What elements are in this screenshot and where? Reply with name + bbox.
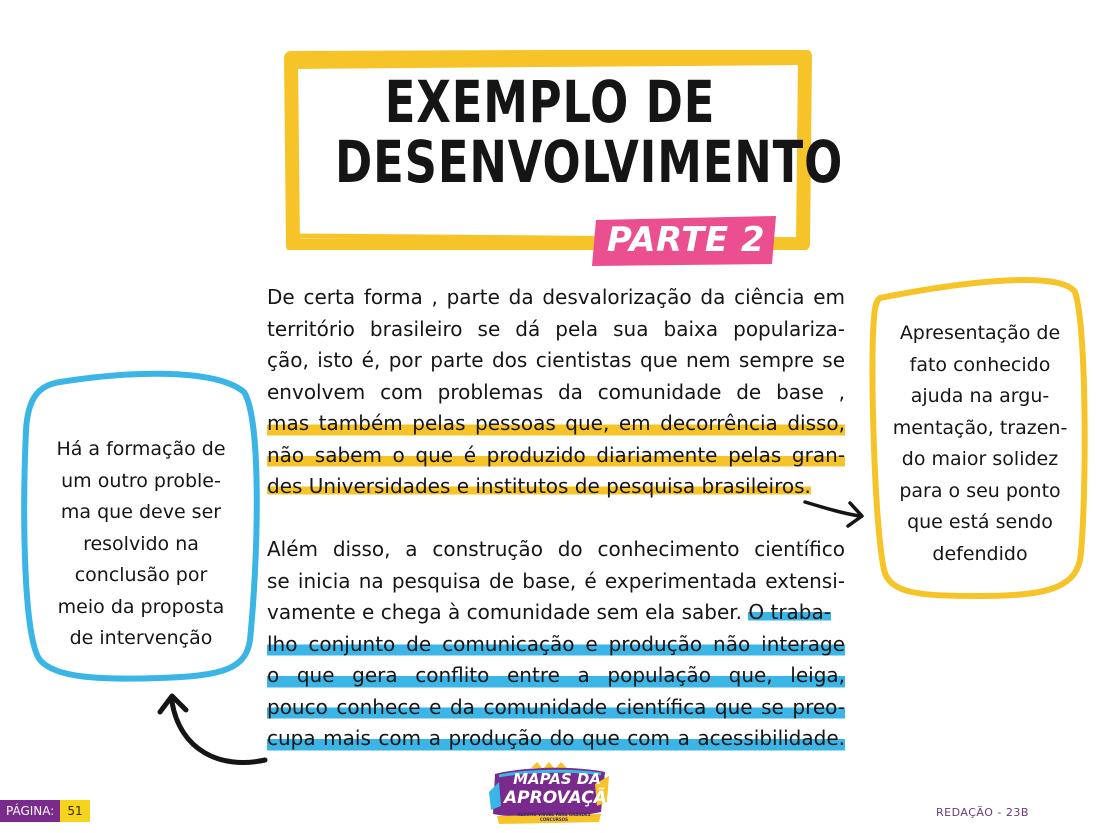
paragraph-1-line: território brasileiro se dá pela sua baixa populariza- (267, 316, 845, 341)
highlighted-line-blue: cupa mais com a produção do que com a acessibilidade. (267, 723, 845, 755)
parte-badge: PARTE 2 (606, 220, 766, 260)
title-line-1: EXEMPLO DE (384, 68, 716, 136)
note-right-line: defendido (932, 542, 1028, 565)
note-right-line: mentação, trazen- (892, 416, 1068, 439)
note-right-line: que está sendo (907, 511, 1053, 533)
highlighted-text-blue: O traba- (748, 600, 831, 624)
note-left-line: um outro proble- (61, 469, 221, 492)
title-line-2: DESENVOLVIMENTO (335, 128, 844, 196)
page-number: 51 (60, 800, 89, 822)
logo-subtitle: RESUMO VISUAL PARA GRANDES CONCURSOS (517, 812, 591, 822)
paragraph-2-line: Além disso, a construção do conhecimento científico (267, 537, 845, 561)
note-right-line: do maior solidez (901, 448, 1059, 470)
note-right-line: para o seu ponto (899, 479, 1061, 502)
section-code: REDAÇÃO - 23B (936, 806, 1029, 819)
highlighted-text-yellow: des Universidades e institutos de pesquisa brasileiros. (267, 474, 811, 498)
page-indicator (0, 800, 90, 822)
highlighted-line-blue: pouco conhece e da comunidade científica que se preo- (267, 692, 845, 724)
logo-text-bottom: APROVAÇÃO (504, 788, 621, 808)
paragraph-1-line: ção, isto é, por parte dos cientistas que nem sempre se (267, 348, 845, 372)
paragraph-1-line: De certa forma , parte da desvalorização da ciência em (267, 285, 845, 309)
note-right-line: Apresentação de (899, 322, 1061, 344)
note-left-line: resolvido na (83, 532, 199, 555)
note-left-line: meio da proposta (57, 595, 225, 618)
logo-text-top: MAPAS DA (513, 770, 601, 788)
highlighted-line-blue: o que gera conflito entre a população que, leiga, (267, 660, 845, 692)
note-right-line: fato conhecido (909, 353, 1051, 376)
paragraph-2-plain-text: vamente e chega à comunidade sem ela saber. (267, 600, 743, 624)
paragraph-1-line: envolvem com problemas da comunidade de base , (267, 379, 845, 404)
note-right-line: ajuda na argu- (910, 385, 1050, 407)
highlighted-line-yellow: não sabem o que é produzido diariamente pelas gran- (267, 440, 845, 472)
highlighted-line-blue: lho conjunto de comunicação e produção não interage (267, 629, 845, 661)
note-right (880, 318, 1080, 570)
note-left-line: ma que deve ser (60, 501, 222, 523)
note-left-line: Há a formação de (56, 438, 226, 460)
page-label: PÁGINA: (0, 800, 60, 822)
note-left-line: conclusão por (74, 564, 208, 586)
note-left (36, 434, 246, 655)
highlighted-line-yellow: mas também pelas pessoas que, em decorrência disso, (267, 408, 845, 440)
paragraph-2-line: se inicia na pesquisa de base, é experimentada extensi- (267, 568, 845, 593)
note-left-line: de intervenção (69, 627, 213, 649)
